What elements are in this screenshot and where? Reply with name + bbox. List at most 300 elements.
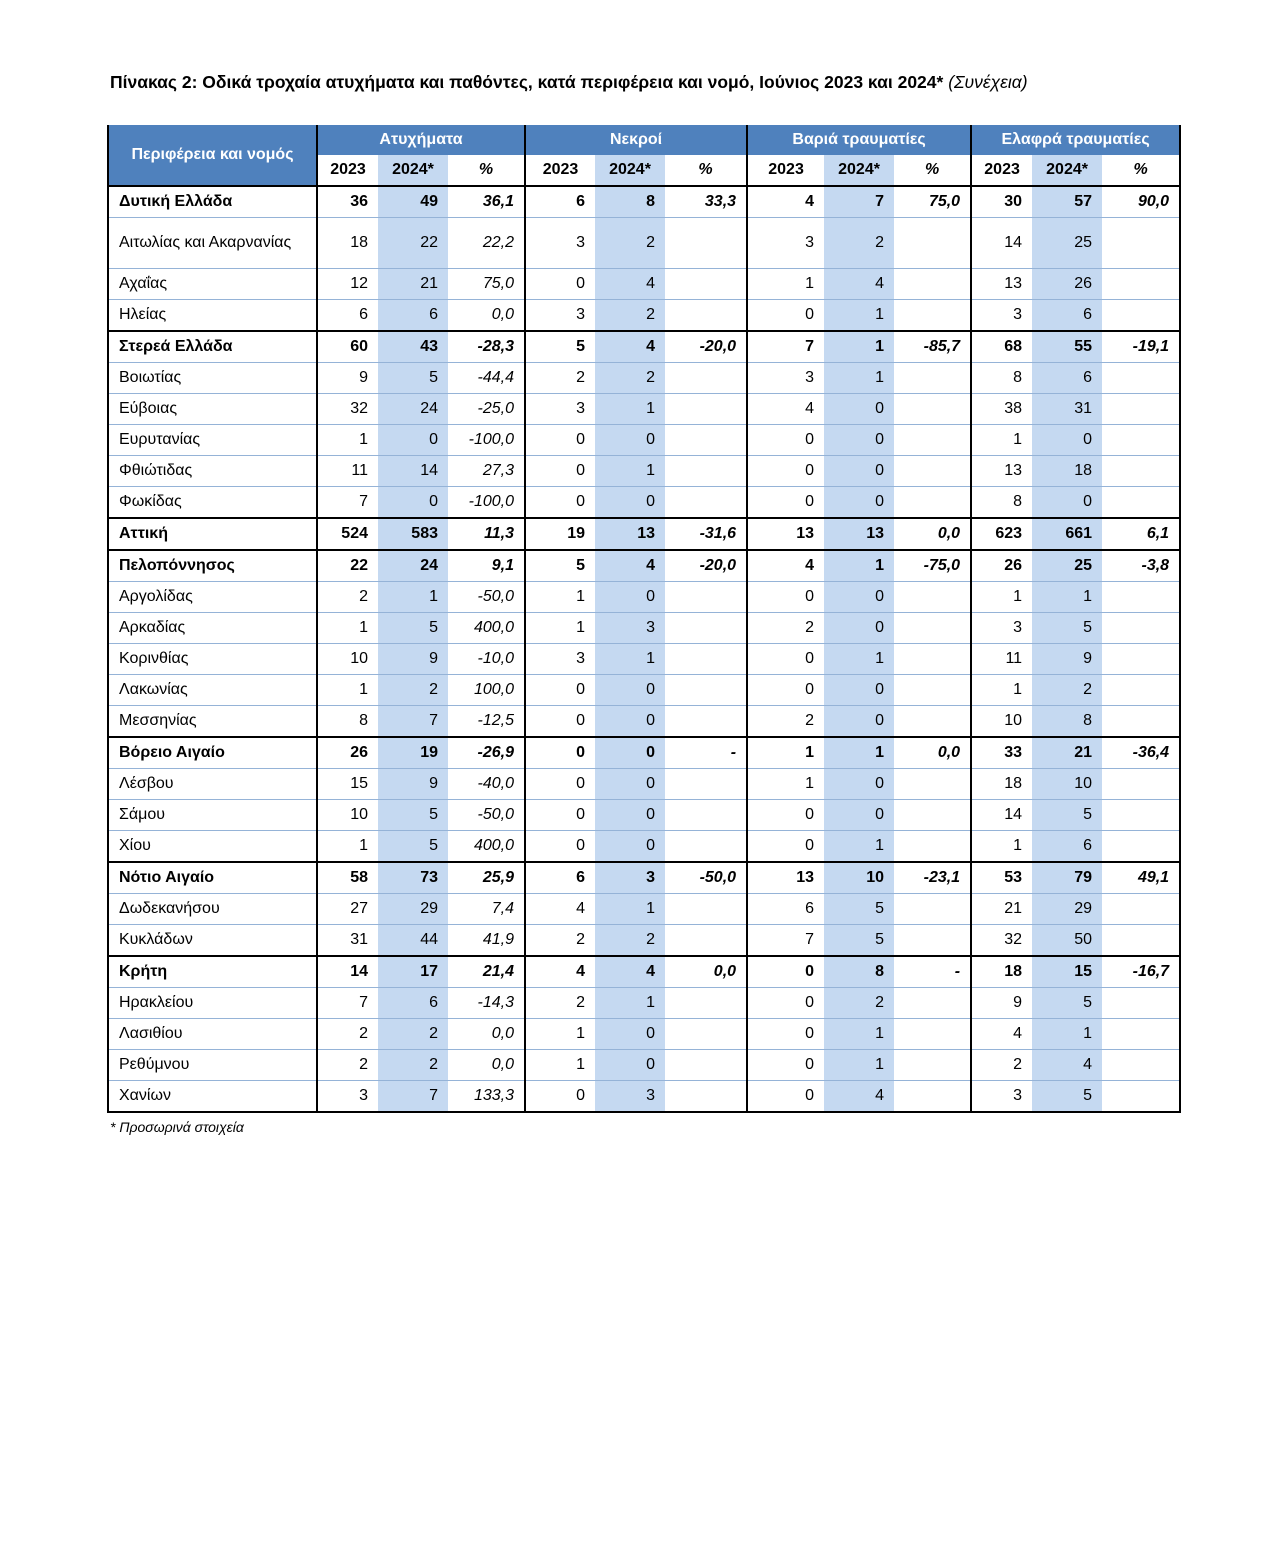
value-2024: 0 [1032,425,1102,456]
value-pct-change [665,300,747,332]
value-2023: 19 [525,518,595,550]
subheader-deaths-2023: 2023 [525,155,595,186]
value-2023: 14 [971,800,1032,831]
value-2023: 524 [317,518,378,550]
value-2024: 5 [378,613,448,644]
value-2023: 2 [971,1050,1032,1081]
value-2023: 1 [317,425,378,456]
region-name: Κρήτη [108,956,317,988]
prefecture-row [108,363,1180,394]
value-pct-change [894,925,971,957]
prefecture-row [108,456,1180,487]
value-2024: 79 [1032,862,1102,894]
prefecture-row [108,394,1180,425]
value-2023: 22 [317,550,378,582]
value-2023: 60 [317,331,378,363]
value-2024: 1 [378,582,448,613]
subheader-minor-injuries-2023: 2023 [971,155,1032,186]
value-pct-change [665,988,747,1019]
value-2024: 29 [378,894,448,925]
value-pct-change [665,706,747,738]
value-pct-change: 21,4 [448,956,525,988]
value-2024: 9 [378,644,448,675]
value-pct-change [894,831,971,863]
prefecture-row [108,675,1180,706]
value-pct-change [894,675,971,706]
region-column-header: Περιφέρεια και νομός [108,125,317,186]
value-pct-change: -25,0 [448,394,525,425]
value-pct-change: -3,8 [1102,550,1180,582]
value-pct-change: -50,0 [665,862,747,894]
region-row [108,956,1180,988]
value-2024: 8 [824,956,894,988]
value-pct-change [894,394,971,425]
value-2023: 1 [971,675,1032,706]
value-2023: 8 [971,487,1032,519]
value-pct-change [894,1019,971,1050]
value-2023: 4 [747,394,824,425]
value-pct-change [665,582,747,613]
value-pct-change [665,394,747,425]
subheader-serious-injuries-pct: % [894,155,971,186]
value-pct-change [894,218,971,269]
value-2024: 0 [595,1050,665,1081]
value-2023: 9 [971,988,1032,1019]
value-2023: 8 [317,706,378,738]
value-pct-change: 27,3 [448,456,525,487]
value-2023: 2 [747,613,824,644]
prefecture-name: Κυκλάδων [108,925,317,957]
group-header-minor-injuries: Ελαφρά τραυματίες [971,125,1180,155]
value-2024: 4 [824,1081,894,1113]
value-pct-change: 0,0 [448,300,525,332]
value-2023: 36 [317,186,378,218]
region-row [108,331,1180,363]
value-pct-change [1102,675,1180,706]
value-2023: 0 [525,425,595,456]
value-pct-change: - [894,956,971,988]
value-pct-change [1102,363,1180,394]
prefecture-name: Λέσβου [108,769,317,800]
value-2024: 73 [378,862,448,894]
value-2023: 3 [747,218,824,269]
value-2024: 26 [1032,269,1102,300]
value-2024: 1 [824,363,894,394]
value-2024: 1 [824,831,894,863]
value-pct-change: -50,0 [448,800,525,831]
value-2023: 11 [971,644,1032,675]
value-2024: 0 [824,706,894,738]
value-2024: 10 [1032,769,1102,800]
region-name: Αττική [108,518,317,550]
value-2023: 0 [747,487,824,519]
value-2024: 21 [378,269,448,300]
value-2023: 0 [747,675,824,706]
value-2024: 5 [1032,613,1102,644]
value-pct-change [665,800,747,831]
value-pct-change [1102,218,1180,269]
value-2024: 2 [824,988,894,1019]
value-2023: 68 [971,331,1032,363]
value-2023: 1 [317,613,378,644]
value-pct-change [894,644,971,675]
prefecture-row [108,831,1180,863]
value-pct-change [1102,456,1180,487]
prefecture-row [108,1081,1180,1113]
value-2024: 0 [378,425,448,456]
value-2023: 10 [971,706,1032,738]
value-2024: 5 [1032,988,1102,1019]
prefecture-row [108,425,1180,456]
value-pct-change [665,1019,747,1050]
value-2023: 2 [317,1050,378,1081]
value-2023: 3 [971,1081,1032,1113]
value-2023: 2 [525,988,595,1019]
prefecture-name: Χανίων [108,1081,317,1113]
prefecture-row [108,894,1180,925]
value-pct-change: -100,0 [448,425,525,456]
value-2023: 1 [525,1019,595,1050]
value-2024: 18 [1032,456,1102,487]
value-2024: 0 [824,394,894,425]
value-2024: 0 [595,1019,665,1050]
prefecture-row [108,613,1180,644]
value-2024: 25 [1032,218,1102,269]
value-2024: 1 [595,644,665,675]
value-2023: 1 [747,737,824,769]
value-pct-change [1102,269,1180,300]
value-pct-change [1102,425,1180,456]
value-2024: 0 [824,487,894,519]
value-2024: 3 [595,862,665,894]
value-2024: 5 [1032,800,1102,831]
value-pct-change: -100,0 [448,487,525,519]
value-pct-change [665,675,747,706]
value-2024: 31 [1032,394,1102,425]
value-2024: 1 [595,988,665,1019]
value-pct-change: 11,3 [448,518,525,550]
value-2023: 18 [971,769,1032,800]
value-pct-change [894,487,971,519]
value-pct-change: - [665,737,747,769]
value-pct-change [1102,1050,1180,1081]
value-pct-change: 90,0 [1102,186,1180,218]
subheader-deaths-pct: % [665,155,747,186]
value-pct-change: -14,3 [448,988,525,1019]
value-2023: 0 [525,675,595,706]
value-2023: 2 [525,363,595,394]
value-pct-change [665,1081,747,1113]
subheader-serious-injuries-2023: 2023 [747,155,824,186]
prefecture-row [108,218,1180,269]
region-row [108,737,1180,769]
value-2024: 0 [595,737,665,769]
value-2024: 14 [378,456,448,487]
value-2024: 6 [378,300,448,332]
value-pct-change: 6,1 [1102,518,1180,550]
value-pct-change [1102,769,1180,800]
title-continuation: (Συνέχεια) [948,72,1028,92]
value-pct-change [894,1050,971,1081]
value-2024: 2 [595,363,665,394]
value-2023: 10 [317,644,378,675]
value-2024: 1 [824,1050,894,1081]
value-pct-change [665,269,747,300]
value-pct-change: -31,6 [665,518,747,550]
value-pct-change: -75,0 [894,550,971,582]
value-pct-change: -36,4 [1102,737,1180,769]
value-2023: 4 [971,1019,1032,1050]
value-2023: 4 [747,186,824,218]
value-pct-change [1102,706,1180,738]
value-pct-change: 33,3 [665,186,747,218]
value-pct-change: 0,0 [894,737,971,769]
value-2023: 3 [525,218,595,269]
value-2024: 10 [824,862,894,894]
value-2024: 6 [1032,831,1102,863]
value-2023: 623 [971,518,1032,550]
value-2024: 2 [378,675,448,706]
value-2023: 32 [317,394,378,425]
value-pct-change: -20,0 [665,331,747,363]
value-2024: 5 [378,831,448,863]
value-2023: 4 [525,956,595,988]
value-pct-change: -85,7 [894,331,971,363]
value-2024: 57 [1032,186,1102,218]
value-2023: 27 [317,894,378,925]
value-2023: 0 [525,269,595,300]
prefecture-name: Λακωνίας [108,675,317,706]
value-pct-change [894,425,971,456]
value-pct-change [665,425,747,456]
value-2024: 0 [378,487,448,519]
value-pct-change [665,613,747,644]
prefecture-row [108,644,1180,675]
value-pct-change: 22,2 [448,218,525,269]
value-2023: 26 [971,550,1032,582]
value-2024: 24 [378,550,448,582]
value-pct-change: 49,1 [1102,862,1180,894]
value-2024: 24 [378,394,448,425]
value-2024: 2 [378,1050,448,1081]
value-pct-change [894,769,971,800]
value-pct-change [665,644,747,675]
region-name: Νότιο Αιγαίο [108,862,317,894]
value-2023: 6 [317,300,378,332]
value-2023: 7 [317,988,378,1019]
value-2024: 44 [378,925,448,957]
value-2023: 9 [317,363,378,394]
prefecture-name: Ευρυτανίας [108,425,317,456]
value-pct-change: 133,3 [448,1081,525,1113]
accidents-table [107,125,1181,1113]
value-2024: 1 [824,737,894,769]
footnote: * Προσωρινά στοιχεία [110,1119,244,1135]
title-main: Πίνακας 2: Οδικά τροχαία ατυχήματα και παθόντες, κατά περιφέρεια και νομό, Ιούνιος 2023 και 2024* [110,72,944,92]
value-2024: 661 [1032,518,1102,550]
value-2023: 53 [971,862,1032,894]
value-2024: 1 [824,550,894,582]
prefecture-name: Αιτωλίας και Ακαρνανίας [108,218,317,269]
value-pct-change [665,925,747,957]
prefecture-row [108,1019,1180,1050]
value-2024: 4 [595,550,665,582]
value-pct-change [894,456,971,487]
value-2024: 1 [1032,1019,1102,1050]
value-2023: 30 [971,186,1032,218]
value-2023: 3 [747,363,824,394]
value-pct-change: 9,1 [448,550,525,582]
value-2024: 2 [595,300,665,332]
value-pct-change [1102,800,1180,831]
value-2023: 6 [747,894,824,925]
value-pct-change [894,988,971,1019]
value-2024: 5 [824,925,894,957]
value-2023: 2 [747,706,824,738]
value-2023: 10 [317,800,378,831]
value-pct-change [665,218,747,269]
value-2023: 1 [317,675,378,706]
prefecture-name: Λασιθίου [108,1019,317,1050]
value-2024: 3 [595,613,665,644]
value-pct-change [665,456,747,487]
value-2023: 1 [971,425,1032,456]
region-name: Πελοπόννησος [108,550,317,582]
value-2023: 0 [525,706,595,738]
value-2024: 1 [824,300,894,332]
region-row [108,518,1180,550]
value-2024: 0 [824,613,894,644]
value-2024: 2 [378,1019,448,1050]
value-2023: 2 [317,582,378,613]
value-2024: 9 [378,769,448,800]
group-header-accidents: Ατυχήματα [317,125,525,155]
value-pct-change [1102,394,1180,425]
value-2024: 50 [1032,925,1102,957]
region-name: Στερεά Ελλάδα [108,331,317,363]
value-2024: 15 [1032,956,1102,988]
value-pct-change [894,582,971,613]
value-pct-change [1102,613,1180,644]
prefecture-row [108,988,1180,1019]
value-2023: 1 [971,831,1032,863]
value-2024: 1 [595,456,665,487]
value-2024: 22 [378,218,448,269]
value-2024: 8 [1032,706,1102,738]
prefecture-row [108,582,1180,613]
value-2024: 2 [824,218,894,269]
value-2024: 0 [824,456,894,487]
prefecture-name: Βοιωτίας [108,363,317,394]
value-2023: 2 [525,925,595,957]
value-2023: 0 [747,1081,824,1113]
value-2023: 3 [525,394,595,425]
value-2024: 0 [595,769,665,800]
value-pct-change [894,613,971,644]
value-2023: 12 [317,269,378,300]
value-2024: 19 [378,737,448,769]
value-2024: 0 [595,706,665,738]
value-2023: 38 [971,394,1032,425]
value-2024: 0 [595,675,665,706]
value-pct-change [894,706,971,738]
value-2023: 58 [317,862,378,894]
value-pct-change: 100,0 [448,675,525,706]
value-pct-change: 0,0 [448,1050,525,1081]
value-2024: 13 [824,518,894,550]
value-2023: 1 [747,269,824,300]
subheader-minor-injuries-2024: 2024* [1032,155,1102,186]
value-pct-change: -23,1 [894,862,971,894]
value-pct-change: 400,0 [448,831,525,863]
value-2024: 1 [824,331,894,363]
group-header-deaths: Νεκροί [525,125,747,155]
value-2023: 0 [747,988,824,1019]
value-2023: 14 [971,218,1032,269]
value-2024: 0 [595,831,665,863]
value-2024: 4 [824,269,894,300]
value-2024: 4 [1032,1050,1102,1081]
value-pct-change [894,800,971,831]
value-2023: 13 [747,518,824,550]
value-2023: 1 [525,1050,595,1081]
value-2024: 0 [824,769,894,800]
value-2024: 49 [378,186,448,218]
value-pct-change [894,363,971,394]
value-2024: 29 [1032,894,1102,925]
value-2023: 0 [747,831,824,863]
value-pct-change [894,1081,971,1113]
region-row [108,550,1180,582]
prefecture-name: Αργολίδας [108,582,317,613]
subheader-accidents-pct: % [448,155,525,186]
value-2023: 2 [317,1019,378,1050]
value-2023: 0 [747,456,824,487]
value-2023: 7 [317,487,378,519]
value-2023: 1 [317,831,378,863]
value-2024: 0 [595,800,665,831]
value-2024: 4 [595,331,665,363]
value-2024: 6 [1032,363,1102,394]
value-pct-change: -50,0 [448,582,525,613]
prefecture-name: Μεσσηνίας [108,706,317,738]
value-2023: 0 [747,300,824,332]
value-2024: 2 [595,218,665,269]
value-pct-change: 36,1 [448,186,525,218]
value-pct-change: -26,9 [448,737,525,769]
value-2024: 17 [378,956,448,988]
value-pct-change [665,894,747,925]
value-2024: 13 [595,518,665,550]
value-pct-change [1102,487,1180,519]
value-pct-change [894,300,971,332]
prefecture-row [108,487,1180,519]
value-2023: 13 [971,269,1032,300]
value-2023: 3 [317,1081,378,1113]
value-2023: 31 [317,925,378,957]
value-pct-change: -16,7 [1102,956,1180,988]
value-2024: 25 [1032,550,1102,582]
value-2024: 6 [378,988,448,1019]
value-2023: 1 [747,769,824,800]
value-pct-change: 0,0 [665,956,747,988]
value-pct-change [894,269,971,300]
region-row [108,862,1180,894]
value-2024: 3 [595,1081,665,1113]
value-pct-change: 41,9 [448,925,525,957]
value-2024: 7 [824,186,894,218]
value-pct-change [665,487,747,519]
